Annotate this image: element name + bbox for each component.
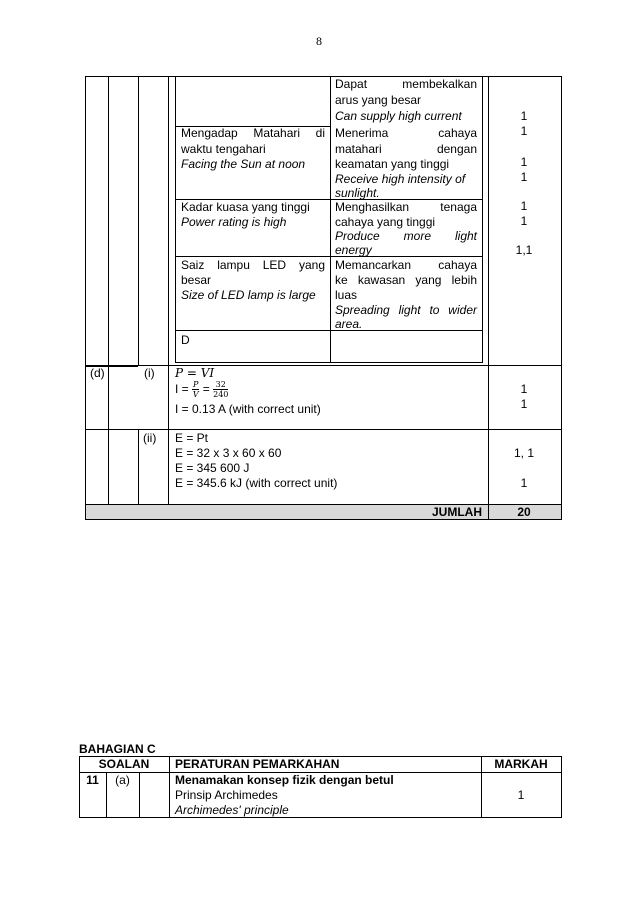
question-part: (a)	[115, 773, 130, 787]
total-label: JUMLAH	[432, 505, 482, 519]
mark-value: 1	[520, 214, 528, 228]
section-title: BAHAGIAN C	[79, 742, 156, 756]
reason-row4-line1: Memancarkan cahaya	[335, 258, 477, 272]
reason-row1-line1: Dapat membekalkan	[335, 77, 477, 91]
fraction-p-over-v	[192, 380, 199, 399]
aspect-row2-line1: Mengadap Matahari di	[181, 126, 325, 140]
fraction-numerator: P	[193, 380, 199, 390]
mark-value: 1	[517, 788, 525, 802]
scheme-heading: Menamakan konsep fizik dengan betul	[175, 773, 394, 787]
subpart-label-ii: (ii)	[143, 431, 157, 445]
scheme-line-malay: Prinsip Archimedes	[175, 788, 278, 802]
mark-value: 1	[520, 397, 528, 411]
reason-row3-line2: cahaya yang tinggi	[335, 215, 436, 229]
reason-row3-line1: Menghasilkan tenaga	[335, 200, 477, 214]
aspect-row3-line2: Power rating is high	[181, 215, 287, 229]
reason-row1-line3: Can supply high current	[335, 109, 462, 123]
fraction-numerator: 32	[213, 380, 228, 390]
total-value: 20	[517, 505, 531, 519]
reason-row3-line4: energy	[335, 243, 372, 257]
mark-value: 1	[520, 155, 528, 169]
scheme-line-english: Archimedes' principle	[175, 803, 289, 817]
fraction-32-over-240	[213, 380, 228, 399]
energy-line: E = 345 600 J	[175, 461, 250, 475]
aspect-row4-line1: Saiz lampu LED yang	[181, 258, 325, 272]
mark-value: 1	[520, 382, 528, 396]
mark-value: 1	[520, 476, 528, 490]
mark-value: 1	[520, 170, 528, 184]
reason-row2-line1: Menerima cahaya	[335, 126, 477, 140]
reason-row2-line3: keamatan yang tinggi	[335, 157, 450, 171]
reason-row2-line5: sunlight.	[335, 186, 380, 200]
reason-row4-line2: ke kawasan yang lebih	[335, 273, 477, 287]
energy-line: E = 345.6 kJ (with correct unit)	[175, 476, 338, 490]
reason-row4-line4: Spreading light to wider	[335, 303, 477, 317]
fraction-denominator: 240	[213, 390, 229, 400]
part-label-d: (d)	[90, 366, 105, 380]
formula-power: P = VI	[175, 366, 215, 380]
reason-row4-line3: luas	[335, 288, 358, 302]
reason-row1-line2: arus yang besar	[335, 93, 422, 107]
page-number: 8	[316, 34, 322, 48]
reason-row3-line3: Produce more light	[335, 229, 477, 243]
aspect-row3-line1: Kadar kuasa yang tinggi	[181, 200, 310, 214]
current-result: I = 0.13 A (with correct unit)	[175, 402, 321, 416]
aspect-row2-line3: Facing the Sun at noon	[181, 157, 306, 171]
header-scheme: PERATURAN PEMARKAHAN	[175, 757, 340, 771]
aspect-row2-line2: waktu tengahari	[181, 142, 266, 156]
mark-value: 1	[520, 109, 528, 123]
equals-sign: =	[202, 382, 210, 396]
mark-value: 1, 1	[513, 446, 534, 460]
subpart-label-i: (i)	[144, 366, 155, 380]
mark-value: 1	[520, 124, 528, 138]
energy-line: E = 32 x 3 x 60 x 60	[175, 446, 282, 460]
reason-row2-line2: matahari dengan	[335, 142, 477, 156]
reason-row4-line5: area.	[335, 317, 363, 331]
current-prefix: I =	[175, 382, 189, 396]
header-question: SOALAN	[98, 757, 150, 771]
question-number: 11	[86, 773, 99, 787]
energy-line: E = Pt	[175, 431, 209, 445]
mark-value: 1	[520, 199, 528, 213]
aspect-row4-line2: besar	[181, 273, 212, 287]
reason-row2-line4: Receive high intensity of	[335, 172, 466, 186]
header-marks: MARKAH	[494, 757, 548, 771]
current-fraction-equation	[175, 378, 228, 400]
aspect-row4-line3: Size of LED lamp is large	[181, 288, 316, 302]
mark-value: 1,1	[515, 243, 533, 257]
choice-answer: D	[181, 333, 190, 347]
fraction-denominator: V	[192, 390, 199, 400]
